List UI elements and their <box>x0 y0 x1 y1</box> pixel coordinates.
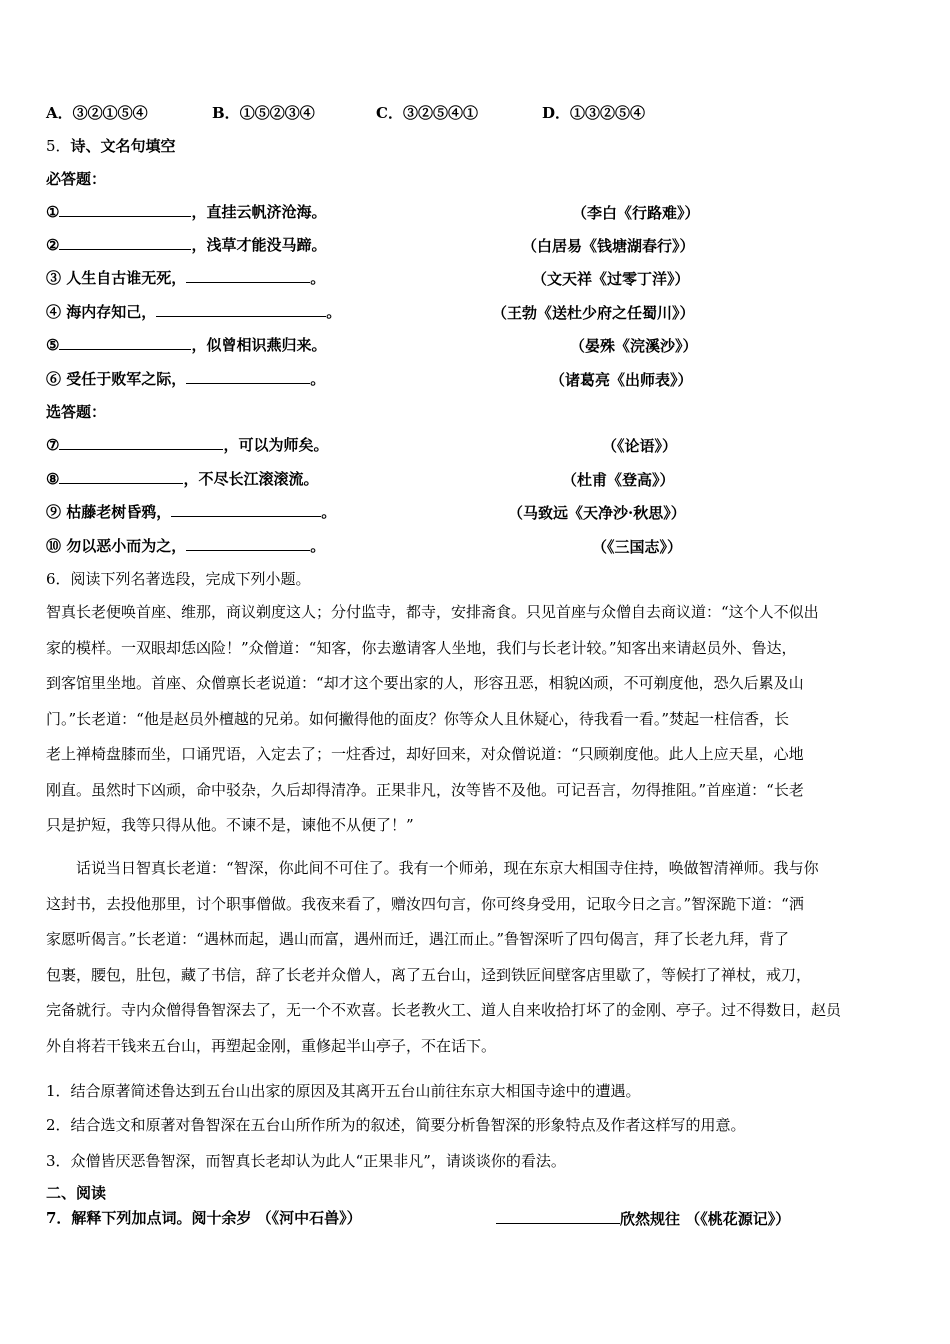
passage-1-line: 家的模样。一双眼却恁凶险！”众僧道：“知客，你去邀请客人坐地，我们与长老计较。”知客出来请赵员外、鲁达， <box>46 638 797 657</box>
answer-blank[interactable] <box>59 469 183 484</box>
answer-blank[interactable] <box>186 268 310 283</box>
passage-2 <box>46 851 904 1064</box>
passage-1-line: 智真长老便唤首座、维那，商议剃度这人；分付监寺，都寺，安排斋食。只见首座与众僧自去商议道：“这个人不似出 <box>46 603 819 621</box>
optional-label: 选答题： <box>46 403 107 421</box>
answer-blank[interactable] <box>186 369 310 384</box>
source-2: （白居易《钱塘湖春行》） <box>522 237 695 255</box>
q6-question-1: 1．结合原著简述鲁达到五台山出家的原因及其离开五台山前往东京大相国寺途中的遭遇。 <box>46 1082 641 1100</box>
fill-item-10: ⑩ 勿以恶小而为之， 。 <box>46 537 326 555</box>
passage-1 <box>46 595 904 844</box>
fill-item-4: ④ 海内存知己， 。 <box>46 303 342 321</box>
answer-blank[interactable] <box>59 335 191 350</box>
passage-2-line: 这封书，去投他那里，讨个职事僧做。我夜来看了，赠汝四句言，你可终身受用，记取今日之言。”智深跪下道：“洒 <box>46 894 804 913</box>
passage-1-line: 只是护短，我等只得从他。不谏不是，谏他不从便了！” <box>46 816 414 834</box>
option-d: D．①③②⑤④ <box>542 104 646 122</box>
source-1: （李白《行路难》） <box>572 204 700 222</box>
q7-right: 欣然规往 （《桃花源记》） <box>496 1208 790 1229</box>
passage-2-line: 完备就行。寺内众僧得鲁智深去了，无一个不欢喜。长老教火工、道人自来收拾打坏了的金刚、亭子。过不得数日，赵员 <box>46 1001 842 1019</box>
fill-item-1: ① ，直挂云帆济沧海。 <box>46 203 327 221</box>
passage-1-line: 到客馆里坐地。首座、众僧禀长老说道：“却才这个要出家的人，形容丑恶，相貌凶顽，不可剃度他，恐久后累及山 <box>46 674 804 692</box>
source-10: （《三国志》） <box>592 538 683 556</box>
source-4: （王勃《送杜少府之任蜀川》） <box>492 304 695 322</box>
answer-blank[interactable] <box>186 536 310 551</box>
passage-1-line: 门。”长老道：“他是赵员外檀越的兄弟。如何撇得他的面皮？你等众人且休疑心，待我看一看。”焚起一柱信香，长 <box>46 709 790 728</box>
q5-heading: 5．诗、文名句填空 <box>46 137 176 155</box>
passage-2-line: 话说当日智真长老道：“智深，你此间不可住了。我有一个师弟，现在东京大相国寺住持，唤做智清禅师。我与你 <box>76 859 819 877</box>
option-c: C．③②⑤④① <box>376 104 478 122</box>
q7-left: 7．解释下列加点词。阅十余岁 （《河中石兽》） <box>46 1209 362 1227</box>
answer-blank[interactable] <box>59 235 191 250</box>
option-b: B．①⑤②③④ <box>212 104 315 122</box>
answer-blank[interactable] <box>59 435 223 450</box>
answer-blank[interactable] <box>59 202 191 217</box>
passage-1-line: 老上禅椅盘膝而坐，口诵咒语，入定去了；一炷香过，却好回来，对众僧说道：“只顾剃度他。此人上应天星，心地 <box>46 745 804 763</box>
passage-2-line: 外自将若干钱来五台山，再塑起金刚，重修起半山亭子，不在话下。 <box>46 1036 497 1055</box>
source-7: （《论语》） <box>602 437 678 455</box>
source-9: （马致远《天净沙·秋思》） <box>508 504 686 522</box>
option-a: A．③②①⑤④ <box>46 104 148 122</box>
fill-item-8: ⑧ ，不尽长江滚滚流。 <box>46 470 319 488</box>
fill-item-2: ② ，浅草才能没马蹄。 <box>46 236 327 254</box>
source-6: （诸葛亮《出师表》） <box>550 371 693 389</box>
passage-2-line: 家愿听偈言。”长老道：“遇林而起，遇山而富，遇州而迁，遇江而止。”鲁智深听了四句偈言，拜了长老九拜，背了 <box>46 930 790 948</box>
answer-blank[interactable] <box>496 1209 620 1224</box>
source-8: （杜甫《登高》） <box>562 471 675 489</box>
fill-item-7: ⑦ ，可以为师矣。 <box>46 436 329 454</box>
fill-item-9: ⑨ 枯藤老树昏鸦， 。 <box>46 503 337 521</box>
passage-2-line: 包裹，腰包，肚包，藏了书信，辞了长老并众僧人，离了五台山，迳到铁匠间壁客店里歇了，等候打了禅杖，戒刀， <box>46 965 812 984</box>
section-2-title: 二、阅读 <box>46 1184 107 1202</box>
required-label: 必答题： <box>46 170 107 188</box>
answer-blank[interactable] <box>156 302 326 317</box>
passage-1-line: 刚直。虽然时下凶顽，命中驳杂，久后却得清净。正果非凡，汝等皆不及他。可记吾言，勿得推阻。”首座道：“长老 <box>46 780 804 799</box>
fill-item-5: ⑤ ，似曾相识燕归来。 <box>46 336 327 354</box>
answer-blank[interactable] <box>171 502 321 517</box>
fill-item-6: ⑥ 受任于败军之际， 。 <box>46 370 326 388</box>
q6-intro: 6．阅读下列名著选段，完成下列小题。 <box>46 570 311 588</box>
fill-item-3: ③ 人生自古谁无死， 。 <box>46 269 326 287</box>
q6-question-2: 2．结合选文和原著对鲁智深在五台山所作所为的叙述，简要分析鲁智深的形象特点及作者这样写的用意。 <box>46 1116 746 1134</box>
source-5: （晏殊《浣溪沙》） <box>570 337 698 355</box>
q6-question-3: 3．众僧皆厌恶鲁智深，而智真长老却认为此人“正果非凡”，请谈谈你的看法。 <box>46 1152 566 1170</box>
source-3: （文天祥《过零丁洋》） <box>532 270 690 288</box>
